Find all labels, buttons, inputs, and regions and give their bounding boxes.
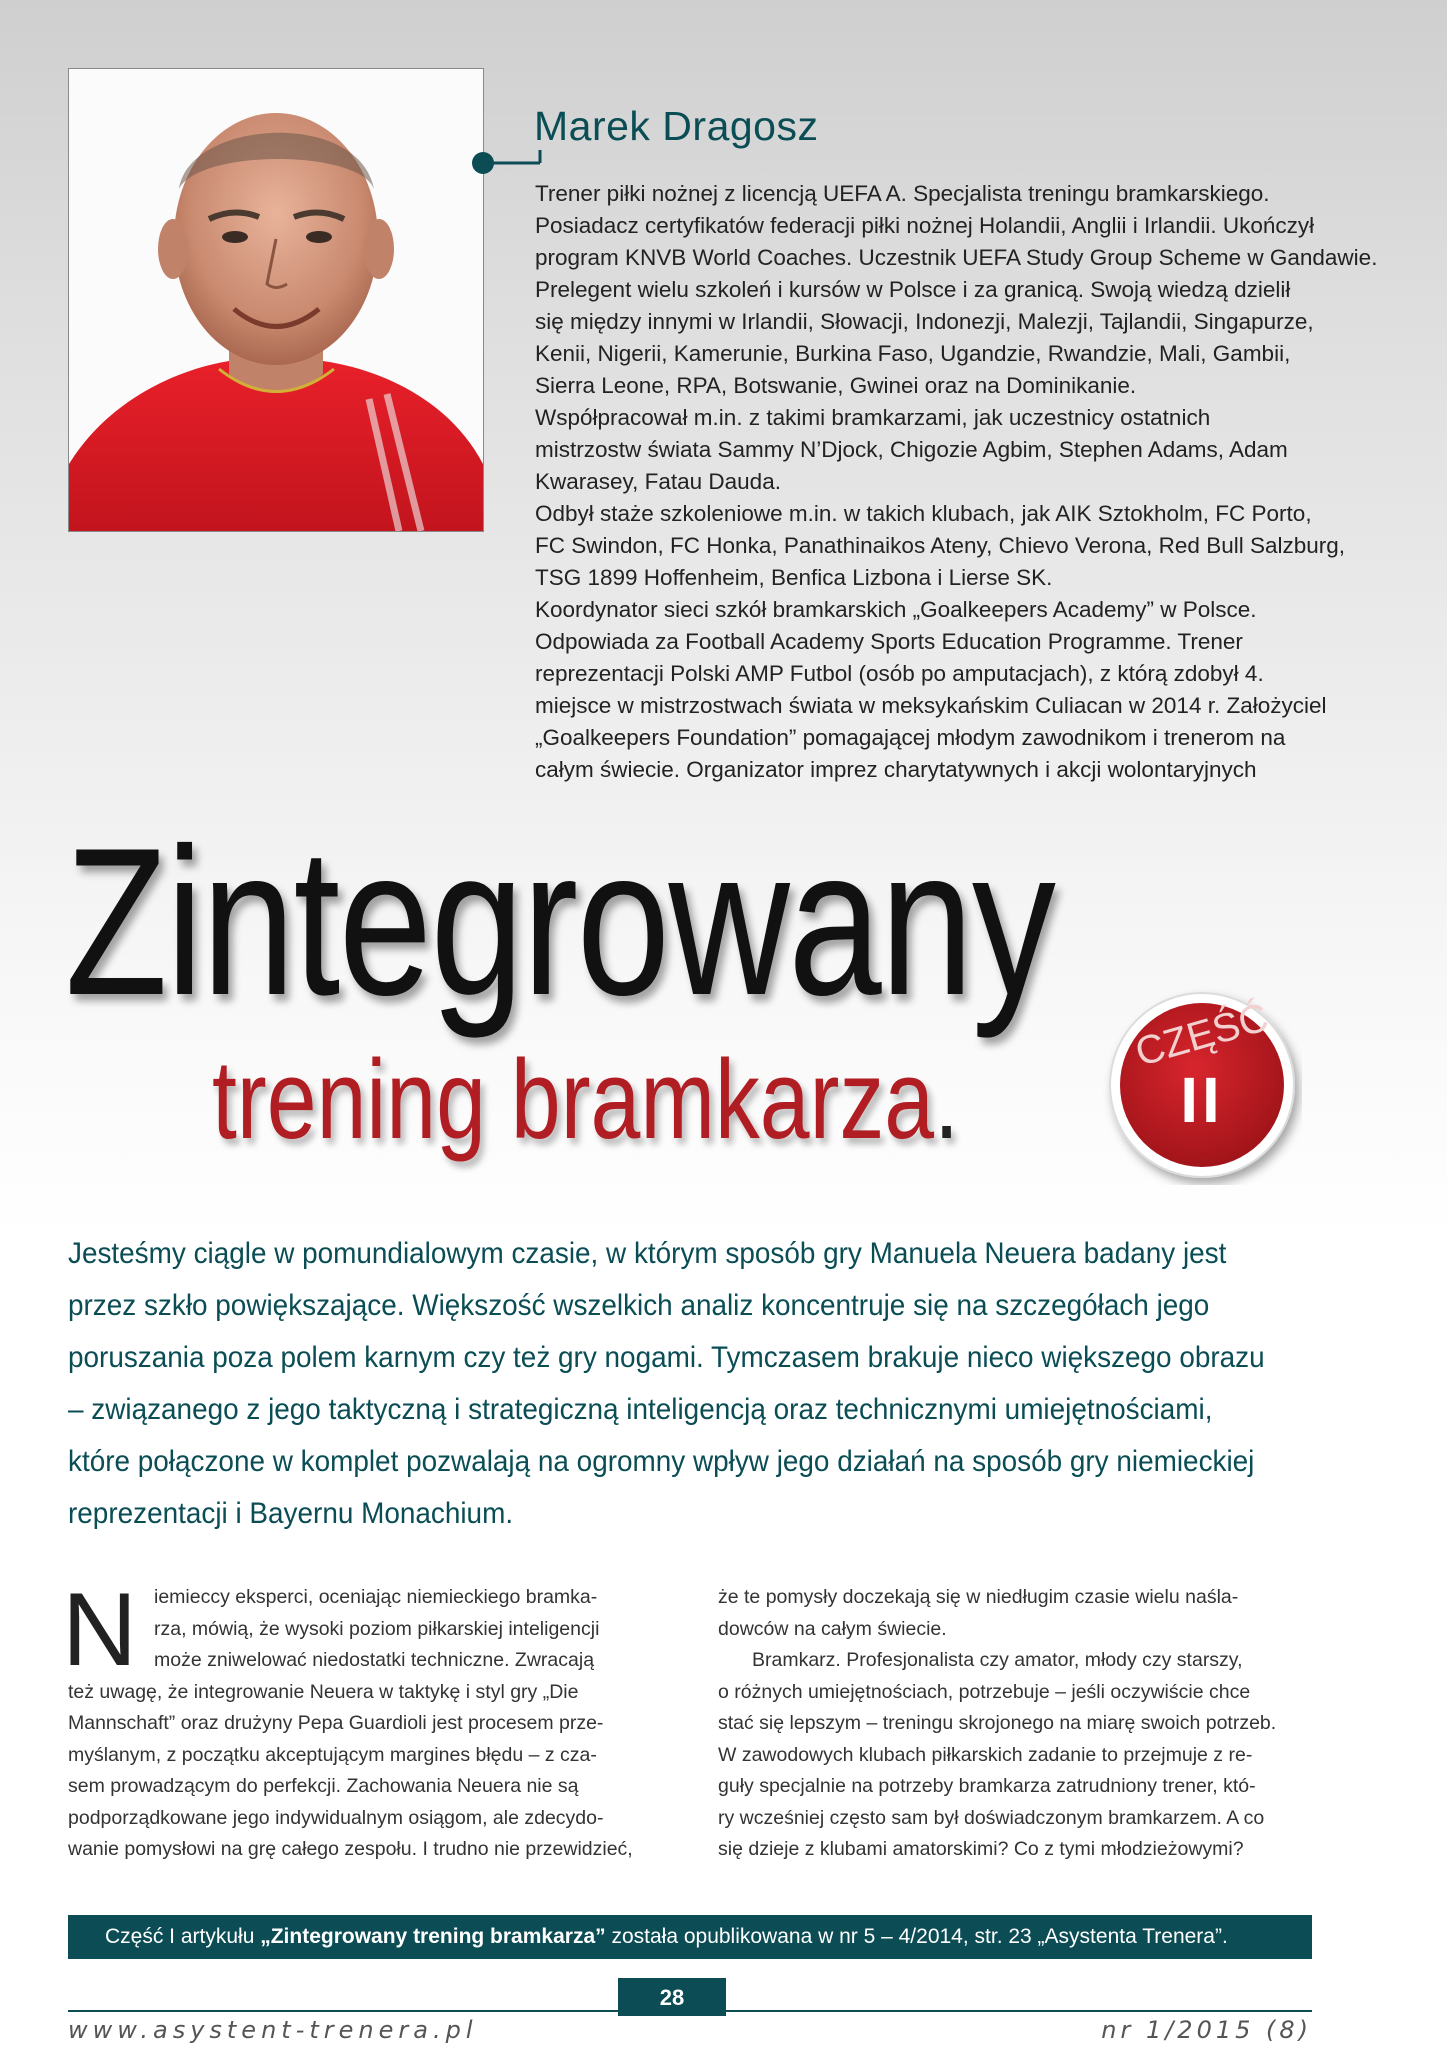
badge-part-label: CZĘŚĆ [1130,995,1274,1075]
body-line: może zniwelować niedostatki techniczne. Zwracają [154,1649,595,1671]
page-number: 28 [618,1978,726,2016]
bio-line: Odbył staże szkoleniowe m.in. w takich klubach, jak AIK Sztokholm, FC Porto, [535,501,1312,526]
bio-line: Kenii, Nigerii, Kamerunie, Burkina Faso, Ugandzie, Rwandzie, Mali, Gambii, [535,341,1291,366]
body-line: wanie pomysłowi na grę całego zespołu. I trudno nie przewidzieć, [68,1838,633,1860]
body-line: W zawodowych klubach piłkarskich zadanie to przejmuje z re- [718,1743,1253,1766]
lead-line: które połączone w komplet pozwalają na ogromny wpływ jego działań na sposób gry niemieckiej [68,1445,1255,1478]
author-bio [535,178,1378,786]
lead-paragraph [68,1228,1268,1540]
dropcap-letter: N [62,1572,138,1688]
bio-line: Współpracował m.in. z takimi bramkarzami, jak uczestnicy ostatnich [535,405,1211,430]
lead-line: reprezentacji i Bayernu Monachium. [68,1497,514,1530]
body-column-left [68,1582,664,1866]
article-subtitle-dot: . [934,1037,959,1162]
badge-part-number: II [1180,1064,1224,1136]
body-line: dowców na całym świecie. [718,1617,947,1640]
bio-line: Kwarasey, Fatau Dauda. [535,469,781,494]
body-line: sem prowadzącym do perfekcji. Zachowania Neuera nie są [68,1775,579,1797]
footer-website: www.asystent-trenera.pl [68,2016,478,2044]
body-line: Mannschaft” oraz drużyny Pepa Guardioli jest procesem prze- [68,1712,604,1734]
author-name: Marek Dragosz [534,103,819,149]
body-line: guły specjalnie na potrzeby bramkarza zatrudniony trener, któ- [718,1775,1256,1797]
body-line: o różnych umiejętnościach, potrzebuje – jeśli oczywiście chce [718,1680,1251,1703]
bio-line: się między innymi w Irlandii, Słowacji, Indonezji, Malezji, Tajlandii, Singapurze, [535,309,1314,334]
name-connector [470,150,550,176]
lead-line: Jesteśmy ciągle w pomundialowym czasie, w którym sposób gry Manuela Neuera badany jest [68,1237,1227,1270]
body-line: podporządkowane jego indywidualnym osiągom, ale zdecydo- [68,1806,604,1829]
body-line: iemieccy eksperci, oceniając niemieckiego bramka- [154,1586,598,1608]
bio-line: Prelegent wielu szkoleń i kursów w Polsce i za granicą. Swoją wiedzą dzielił [535,277,1291,302]
body-line: się dzieje z klubami amatorskimi? Co z tymi młodzieżowymi? [718,1838,1244,1860]
bio-line: Odpowiada za Football Academy Sports Education Programme. Trener [535,629,1243,654]
bio-line: TSG 1899 Hoffenheim, Benfica Lizbona i Lierse SK. [535,565,1053,590]
portrait-illustration [69,69,483,531]
body-line: też uwagę, że integrowanie Neuera w taktykę i styl gry „Die [68,1680,579,1703]
bio-line: Koordynator sieci szkół bramkarskich „Goalkeepers Academy” w Polsce. [535,597,1257,622]
body-line: ry wcześniej często sam był doświadczonym bramkarzem. A co [718,1806,1265,1829]
body-column-right [718,1582,1314,1866]
body-line: rza, mówią, że wysoki poziom piłkarskiej inteligencji [154,1617,600,1640]
bio-line: reprezentacji Polski AMP Futbol (osób po amputacjach), z którą zdobył 4. [535,661,1264,686]
bio-line: Trener piłki nożnej z licencją UEFA A. Specjalista treningu bramkarskiego. [535,181,1270,206]
bio-line: FC Swindon, FC Honka, Panathinaikos Ateny, Chievo Verona, Red Bull Salzburg, [535,533,1346,558]
bio-line: Posiadacz certyfikatów federacji piłki nożnej Holandii, Anglii i Irlandii. Ukończył [535,213,1315,238]
article-title: Zintegrowany [65,804,1055,1039]
bio-line: Sierra Leone, RPA, Botswanie, Gwinei oraz na Dominikanie. [535,373,1137,398]
lead-line: poruszania poza polem karnym czy też gry nogami. Tymczasem brakuje nieco większego obrazu [68,1341,1265,1374]
article-subtitle [212,1037,959,1162]
bio-line: miejsce w mistrzostwach świata w meksykańskim Culiacan w 2014 r. Założyciel [535,693,1327,718]
bio-line: „Goalkeepers Foundation” pomagającej młodym zawodnikom i trenerom na [535,725,1286,750]
footnote-bar [68,1915,1312,1959]
body-line: Bramkarz. Profesjonalista czy amator, młody czy starszy, [752,1649,1243,1671]
bio-line: program KNVB World Coaches. Uczestnik UEFA Study Group Scheme w Gandawie. [535,245,1378,270]
footnote-prefix: Część I artykułu [105,1925,261,1948]
footnote-suffix: została opublikowana w nr 5 – 4/2014, str. 23 „Asystenta Trenera”. [605,1925,1228,1948]
body-line: że te pomysły doczekają się w niedługim czasie wielu naśla- [718,1586,1239,1608]
bio-line: całym świecie. Organizator imprez charytatywnych i akcji wolontaryjnych [535,757,1257,782]
bio-line: mistrzostw świata Sammy N’Djock, Chigozie Agbim, Stephen Adams, Adam [535,437,1288,462]
article-subtitle-text: trening bramkarza [212,1037,935,1162]
lead-line: przez szkło powiększające. Większość wszelkich analiz koncentruje się na szczegółach jego [68,1289,1210,1322]
part-badge [1102,985,1302,1185]
footnote-article-title: „Zintegrowany trening bramkarza” [260,1925,606,1948]
body-line: myślanym, z początku akceptującym margines błędu – z cza- [68,1743,597,1766]
lead-line: – związanego z jego taktyczną i strategiczną inteligencją oraz technicznymi umiejętnościami, [68,1393,1213,1426]
author-photo [68,68,484,532]
body-line: stać się lepszym – treningu skrojonego na miarę swoich potrzeb. [718,1712,1277,1734]
issue-number: nr 1/2015 (8) [1101,2016,1312,2044]
